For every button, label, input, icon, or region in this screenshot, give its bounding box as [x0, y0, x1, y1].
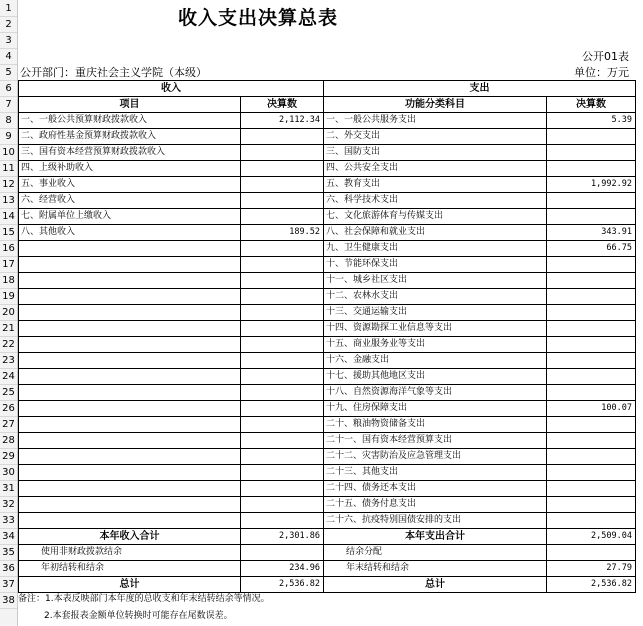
- expense-amount-cell[interactable]: [547, 513, 636, 529]
- expense-amount-cell[interactable]: [547, 353, 636, 369]
- row-number[interactable]: 19: [0, 289, 17, 305]
- income-item-cell[interactable]: 七、附属单位上缴收入: [19, 209, 241, 225]
- expense-amount-header: 决算数: [547, 97, 636, 113]
- row-number[interactable]: 7: [0, 97, 17, 113]
- expense-item-cell[interactable]: 二十四、债务还本支出: [324, 481, 547, 497]
- expense-item-cell[interactable]: 十八、自然资源海洋气象等支出: [324, 385, 547, 401]
- expense-item-cell[interactable]: 二十六、抗疫特别国债安排的支出: [324, 513, 547, 529]
- income-item-cell[interactable]: [19, 417, 241, 433]
- income-item-cell[interactable]: [19, 337, 241, 353]
- row-number[interactable]: 18: [0, 273, 17, 289]
- section-header-row: [19, 81, 636, 97]
- table-row: [19, 161, 636, 177]
- row-number[interactable]: 21: [0, 321, 17, 337]
- table-row: [19, 257, 636, 273]
- expense-item-cell[interactable]: 二十一、国有资本经营预算支出: [324, 433, 547, 449]
- expense-item-cell[interactable]: 一、一般公共服务支出: [324, 113, 547, 129]
- table-row: [19, 177, 636, 193]
- row-number[interactable]: 31: [0, 481, 17, 497]
- expense-total-value: 2,509.04: [547, 529, 636, 545]
- row-number[interactable]: 14: [0, 209, 17, 225]
- expense-amount-cell[interactable]: [547, 209, 636, 225]
- income-item-cell[interactable]: [19, 273, 241, 289]
- income-amount-cell[interactable]: [241, 321, 324, 337]
- expense-amount-cell[interactable]: 100.07: [547, 401, 636, 417]
- expense-item-cell[interactable]: 十四、资源勘探工业信息等支出: [324, 321, 547, 337]
- report-content: [18, 0, 643, 626]
- table-row: [19, 145, 636, 161]
- income-item-cell[interactable]: 六、经营收入: [19, 193, 241, 209]
- row-number[interactable]: 3: [0, 33, 17, 49]
- income-amount-cell[interactable]: [241, 177, 324, 193]
- note-line-1: 备注：1.本表反映部门本年度的总收支和年末结转结余等情况。: [18, 594, 270, 604]
- income-section-header: 收入: [19, 81, 324, 97]
- income-amount-cell[interactable]: [241, 465, 324, 481]
- expense-amount-cell[interactable]: [547, 193, 636, 209]
- budget-table: [18, 80, 636, 593]
- item-header: 项目: [19, 97, 241, 113]
- row-number[interactable]: 10: [0, 145, 17, 161]
- income-amount-cell[interactable]: [241, 353, 324, 369]
- income-item-cell[interactable]: [19, 497, 241, 513]
- expense-total-label: 本年支出合计: [324, 529, 547, 545]
- row-number[interactable]: 1: [0, 1, 17, 17]
- end-carry-label: 年末结转和结余: [324, 561, 547, 577]
- expense-section-header: 支出: [324, 81, 636, 97]
- income-item-cell[interactable]: 八、其他收入: [19, 225, 241, 241]
- expense-item-cell[interactable]: 二十二、灾害防治及应急管理支出: [324, 449, 547, 465]
- row-number[interactable]: 24: [0, 369, 17, 385]
- expense-amount-cell[interactable]: [547, 161, 636, 177]
- department-label: 公开部门：重庆社会主义学院（本级）: [20, 66, 207, 79]
- income-amount-cell[interactable]: [241, 273, 324, 289]
- income-amount-cell[interactable]: [241, 433, 324, 449]
- income-item-cell[interactable]: [19, 385, 241, 401]
- income-amount-cell[interactable]: [241, 481, 324, 497]
- income-item-cell[interactable]: [19, 481, 241, 497]
- column-header-row: [19, 97, 636, 113]
- table-row: [19, 401, 636, 417]
- grand-total-label-income: 总计: [19, 577, 241, 593]
- income-amount-header: 决算数: [241, 97, 324, 113]
- row-number[interactable]: 28: [0, 433, 17, 449]
- income-item-cell[interactable]: 三、国有资本经营预算财政拨款收入: [19, 145, 241, 161]
- income-item-cell[interactable]: [19, 401, 241, 417]
- income-amount-cell[interactable]: 189.52: [241, 225, 324, 241]
- expense-amount-cell[interactable]: [547, 433, 636, 449]
- expense-item-cell[interactable]: 四、公共安全支出: [324, 161, 547, 177]
- begin-carry-label: 年初结转和结余: [19, 561, 241, 577]
- table-row: [19, 241, 636, 257]
- report-title: 收入支出决算总表: [178, 7, 339, 29]
- surplus-dist-value: [547, 545, 636, 561]
- expense-amount-cell[interactable]: [547, 273, 636, 289]
- income-total-label: 本年收入合计: [19, 529, 241, 545]
- income-amount-cell[interactable]: [241, 289, 324, 305]
- income-item-cell[interactable]: 五、事业收入: [19, 177, 241, 193]
- expense-amount-cell[interactable]: [547, 129, 636, 145]
- row-number[interactable]: 29: [0, 449, 17, 465]
- income-item-cell[interactable]: [19, 241, 241, 257]
- row-number[interactable]: 11: [0, 161, 17, 177]
- income-amount-cell[interactable]: [241, 209, 324, 225]
- grand-total-expense: 2,536.82: [547, 577, 636, 593]
- income-amount-cell[interactable]: [241, 145, 324, 161]
- table-row: [19, 209, 636, 225]
- income-amount-cell[interactable]: [241, 161, 324, 177]
- expense-item-cell[interactable]: 二、外交支出: [324, 129, 547, 145]
- income-item-cell[interactable]: [19, 449, 241, 465]
- expense-amount-cell[interactable]: [547, 257, 636, 273]
- expense-item-cell[interactable]: 二十五、债务付息支出: [324, 497, 547, 513]
- income-item-cell[interactable]: [19, 321, 241, 337]
- expense-amount-cell[interactable]: [547, 289, 636, 305]
- note-line-2: 2.本套报表金额单位转换时可能存在尾数误差。: [44, 611, 233, 621]
- expense-item-cell[interactable]: 七、文化旅游体育与传媒支出: [324, 209, 547, 225]
- expense-amount-cell[interactable]: [547, 497, 636, 513]
- expense-item-cell[interactable]: 九、卫生健康支出: [324, 241, 547, 257]
- expense-item-cell[interactable]: 十五、商业服务业等支出: [324, 337, 547, 353]
- expense-amount-cell[interactable]: 66.75: [547, 241, 636, 257]
- category-header: 功能分类科目: [324, 97, 547, 113]
- end-carry-value: 27.79: [547, 561, 636, 577]
- income-amount-cell[interactable]: [241, 337, 324, 353]
- expense-amount-cell[interactable]: [547, 337, 636, 353]
- row-number[interactable]: 23: [0, 353, 17, 369]
- income-item-cell[interactable]: 一、一般公共预算财政拨款收入: [19, 113, 241, 129]
- expense-item-cell[interactable]: 十、节能环保支出: [324, 257, 547, 273]
- non-fiscal-value: [241, 545, 324, 561]
- table-row: [19, 481, 636, 497]
- row-number[interactable]: 32: [0, 497, 17, 513]
- row-number[interactable]: 4: [0, 49, 17, 65]
- income-amount-cell[interactable]: [241, 369, 324, 385]
- carry-row-1: [19, 545, 636, 561]
- row-number[interactable]: 20: [0, 305, 17, 321]
- carry-row-2: [19, 561, 636, 577]
- expense-amount-cell[interactable]: 343.91: [547, 225, 636, 241]
- income-item-cell[interactable]: [19, 305, 241, 321]
- expense-item-cell[interactable]: 六、科学技术支出: [324, 193, 547, 209]
- expense-item-cell[interactable]: 十九、住房保障支出: [324, 401, 547, 417]
- expense-item-cell[interactable]: 十三、交通运输支出: [324, 305, 547, 321]
- table-row: [19, 385, 636, 401]
- income-item-cell[interactable]: [19, 465, 241, 481]
- income-item-cell[interactable]: [19, 289, 241, 305]
- expense-item-cell[interactable]: 十二、农林水支出: [324, 289, 547, 305]
- non-fiscal-label: 使用非财政拨款结余: [19, 545, 241, 561]
- row-number[interactable]: 2: [0, 17, 17, 33]
- income-item-cell[interactable]: [19, 353, 241, 369]
- row-number[interactable]: 17: [0, 257, 17, 273]
- expense-item-cell[interactable]: 二十三、其他支出: [324, 465, 547, 481]
- expense-amount-cell[interactable]: 5.39: [547, 113, 636, 129]
- expense-amount-cell[interactable]: [547, 369, 636, 385]
- income-item-cell[interactable]: [19, 433, 241, 449]
- row-number[interactable]: 6: [0, 81, 17, 97]
- expense-item-cell[interactable]: 十六、金融支出: [324, 353, 547, 369]
- form-number: 公开01表: [582, 50, 629, 63]
- table-row: [19, 369, 636, 385]
- surplus-dist-label: 结余分配: [324, 545, 547, 561]
- income-amount-cell[interactable]: [241, 129, 324, 145]
- income-amount-cell[interactable]: [241, 385, 324, 401]
- row-number[interactable]: 12: [0, 177, 17, 193]
- row-number[interactable]: 9: [0, 129, 17, 145]
- expense-item-cell[interactable]: 五、教育支出: [324, 177, 547, 193]
- expense-item-cell[interactable]: 十七、援助其他地区支出: [324, 369, 547, 385]
- income-item-cell[interactable]: [19, 257, 241, 273]
- row-number[interactable]: 37: [0, 577, 17, 593]
- row-number[interactable]: 36: [0, 561, 17, 577]
- expense-amount-cell[interactable]: [547, 145, 636, 161]
- income-amount-cell[interactable]: [241, 497, 324, 513]
- row-number[interactable]: 27: [0, 417, 17, 433]
- row-number[interactable]: 8: [0, 113, 17, 129]
- expense-amount-cell[interactable]: 1,992.92: [547, 177, 636, 193]
- income-amount-cell[interactable]: [241, 257, 324, 273]
- expense-amount-cell[interactable]: [547, 449, 636, 465]
- row-number[interactable]: 25: [0, 385, 17, 401]
- table-row: [19, 433, 636, 449]
- income-item-cell[interactable]: [19, 513, 241, 529]
- row-number[interactable]: 35: [0, 545, 17, 561]
- unit-label: 单位：万元: [574, 66, 629, 79]
- income-total-value: 2,301.86: [241, 529, 324, 545]
- table-row: [19, 353, 636, 369]
- expense-amount-cell[interactable]: [547, 481, 636, 497]
- table-row: [19, 305, 636, 321]
- income-amount-cell[interactable]: [241, 241, 324, 257]
- income-amount-cell[interactable]: [241, 449, 324, 465]
- grand-total-income: 2,536.82: [241, 577, 324, 593]
- grand-total-label-expense: 总计: [324, 577, 547, 593]
- table-row: [19, 289, 636, 305]
- table-row: [19, 193, 636, 209]
- expense-item-cell[interactable]: 十一、城乡社区支出: [324, 273, 547, 289]
- income-amount-cell[interactable]: [241, 305, 324, 321]
- income-amount-cell[interactable]: 2,112.34: [241, 113, 324, 129]
- table-row: [19, 513, 636, 529]
- begin-carry-value: 234.96: [241, 561, 324, 577]
- table-row: [19, 337, 636, 353]
- expense-item-cell[interactable]: 八、社会保障和就业支出: [324, 225, 547, 241]
- table-row: [19, 113, 636, 129]
- table-row: [19, 417, 636, 433]
- expense-item-cell[interactable]: 三、国防支出: [324, 145, 547, 161]
- totals-row: [19, 529, 636, 545]
- income-amount-cell[interactable]: [241, 193, 324, 209]
- table-row: [19, 129, 636, 145]
- row-number[interactable]: 38: [0, 593, 17, 609]
- row-number[interactable]: 33: [0, 513, 17, 529]
- table-row: [19, 321, 636, 337]
- expense-amount-cell[interactable]: [547, 385, 636, 401]
- expense-amount-cell[interactable]: [547, 465, 636, 481]
- row-number[interactable]: 16: [0, 241, 17, 257]
- notes: [18, 591, 270, 625]
- row-number[interactable]: 26: [0, 401, 17, 417]
- row-number[interactable]: 30: [0, 465, 17, 481]
- expense-item-cell[interactable]: 二十、粮油物资储备支出: [324, 417, 547, 433]
- row-number[interactable]: 15: [0, 225, 17, 241]
- table-row: [19, 449, 636, 465]
- row-number[interactable]: 22: [0, 337, 17, 353]
- table-row: [19, 497, 636, 513]
- income-item-cell[interactable]: 二、政府性基金预算财政拨款收入: [19, 129, 241, 145]
- expense-amount-cell[interactable]: [547, 417, 636, 433]
- income-amount-cell[interactable]: [241, 401, 324, 417]
- row-number[interactable]: 13: [0, 193, 17, 209]
- row-number[interactable]: 5: [0, 65, 17, 81]
- row-number[interactable]: 34: [0, 529, 17, 545]
- income-amount-cell[interactable]: [241, 417, 324, 433]
- income-item-cell[interactable]: [19, 369, 241, 385]
- table-row: [19, 225, 636, 241]
- income-item-cell[interactable]: 四、上级补助收入: [19, 161, 241, 177]
- expense-amount-cell[interactable]: [547, 321, 636, 337]
- row-number-column: [0, 0, 18, 626]
- table-row: [19, 465, 636, 481]
- expense-amount-cell[interactable]: [547, 305, 636, 321]
- table-row: [19, 273, 636, 289]
- income-amount-cell[interactable]: [241, 513, 324, 529]
